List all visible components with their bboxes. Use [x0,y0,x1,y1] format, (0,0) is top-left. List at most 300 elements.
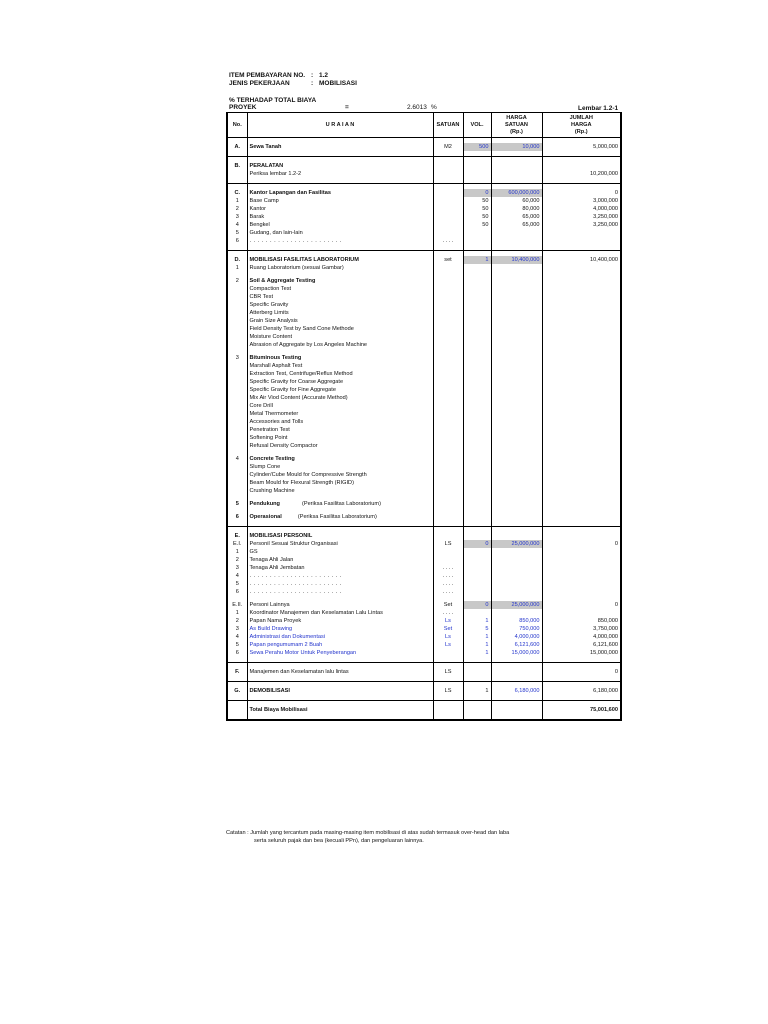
table-cell: Softening Point [247,434,433,442]
table-cell: 4 [227,221,247,229]
table-row [227,572,621,580]
table-cell: 850,000 [491,617,542,625]
table-cell: Administrasi dan Dokumentasi [247,633,433,641]
note-line-1: Catatan : Jumlah yang tercantum pada masing-masing item mobilisasi di atas sudah termasuk over-head dan laba [226,830,510,836]
table-cell [463,362,491,370]
table-cell: 10,400,000 [542,256,621,264]
list-item [227,378,621,386]
list-item [227,309,621,317]
table-cell [491,500,542,508]
list-item [227,293,621,301]
table-cell: C. [227,189,247,197]
table-cell [542,301,621,309]
list-item [227,418,621,426]
table-cell [433,532,463,540]
table-cell [227,479,247,487]
table-cell: 4,000,000 [491,633,542,641]
table-cell: Ruang Laboratorium (sesuai Gambar) [247,264,433,272]
table-cell [542,442,621,450]
table-cell [433,197,463,205]
table-row [227,601,621,609]
table-row [227,609,621,617]
table-cell [463,487,491,495]
persen-unit: % [431,104,437,111]
table-row [227,277,621,285]
table-cell [433,162,463,170]
persen-line [229,97,437,111]
table-cell: A. [227,143,247,151]
table-cell: 5 [463,625,491,633]
table-cell: E.II. [227,601,247,609]
table-cell [463,572,491,580]
table-cell [491,333,542,341]
table-cell [433,706,463,714]
table-cell: 10,000 [491,143,542,151]
table-cell [463,479,491,487]
table-row [227,556,621,564]
table-cell [463,309,491,317]
table-cell [491,572,542,580]
table-cell [542,264,621,272]
table-cell: 0 [542,540,621,548]
table-cell [433,479,463,487]
total-row [227,706,621,714]
table-cell [463,442,491,450]
table-cell [491,426,542,434]
col-harga: HARGA SATUAN (Rp.) [491,113,542,138]
table-cell [463,285,491,293]
table-cell [247,714,433,720]
table-cell [542,471,621,479]
table-row [227,162,621,170]
table-cell [227,418,247,426]
table-cell: Barak [247,213,433,221]
table-cell [463,532,491,540]
persen-value: 2.6013 [407,104,427,111]
table-cell [227,333,247,341]
table-cell: Grain Size Analysis [247,317,433,325]
table-cell [491,301,542,309]
table-cell [433,189,463,197]
table-cell [227,714,247,720]
list-item [227,442,621,450]
table-cell [491,170,542,178]
table-cell: D. [227,256,247,264]
item-sep: : [311,72,314,79]
table-cell [542,548,621,556]
table-cell: 2 [227,205,247,213]
list-item [227,333,621,341]
table-cell [491,556,542,564]
table-cell [463,394,491,402]
table-cell: Bengkel [247,221,433,229]
table-cell: 25,000,000 [491,601,542,609]
table-cell [463,370,491,378]
table-cell [491,293,542,301]
table-cell: 15,000,000 [542,649,621,657]
col-jumlah: JUMLAH HARGA (Rp.) [542,113,621,138]
table-row [227,205,621,213]
table-cell: Set [433,625,463,633]
table-cell: 1 [463,649,491,657]
table-cell [463,277,491,285]
table-cell: 1 [463,687,491,695]
table-row [227,687,621,695]
table-cell [227,285,247,293]
table-cell [491,362,542,370]
table-cell: 10,200,000 [542,170,621,178]
table-cell: . . . . . . . . . . . . . . . . . . . . . . . [247,588,433,596]
table-cell [491,309,542,317]
table-cell: 0 [463,601,491,609]
table-cell: 1 [227,609,247,617]
table-row [227,237,621,245]
table-cell [491,370,542,378]
table-cell: Refusal Density Compactor [247,442,433,450]
table-cell: MOBILISASI FASILITAS LABORATORIUM [247,256,433,264]
table-cell: . . . . [433,572,463,580]
table-cell: 25,000,000 [491,540,542,548]
table-cell [542,463,621,471]
table-cell [463,418,491,426]
table-cell [433,487,463,495]
table-cell: Specific Gravity for Fine Aggregate [247,386,433,394]
table-cell [542,277,621,285]
item-label: ITEM PEMBAYARAN NO. [229,72,306,79]
table-cell: 500 [463,143,491,151]
table-cell [463,410,491,418]
table-cell: Marshall Asphalt Test [247,362,433,370]
table-cell [491,341,542,349]
list-item [227,301,621,309]
col-satuan: SATUAN [433,113,463,138]
table-cell: 3 [227,564,247,572]
table-cell [542,362,621,370]
table-cell [433,455,463,463]
table-cell: 80,000 [491,205,542,213]
list-item [227,362,621,370]
table-cell: Papan Nama Proyek [247,617,433,625]
table-cell: Specific Gravity for Coarse Aggregate [247,378,433,386]
table-cell [542,455,621,463]
table-cell [463,264,491,272]
table-cell [463,333,491,341]
table-cell [433,370,463,378]
table-cell [463,301,491,309]
table-row [227,617,621,625]
table-cell: Atterberg Limits [247,309,433,317]
table-cell [491,463,542,471]
table-cell [463,668,491,676]
table-cell [227,309,247,317]
table-row [227,540,621,548]
table-cell [433,418,463,426]
table-cell [433,293,463,301]
table-cell: Ls [433,641,463,649]
table-cell [491,418,542,426]
table-row [227,500,621,508]
table-cell: Sewa Perahu Motor Untuk Penyeberangan [247,649,433,657]
table-cell: Base Camp [247,197,433,205]
table-cell: Sewa Tanah [247,143,433,151]
table-cell: 2 [227,277,247,285]
list-item [227,317,621,325]
table-cell [433,277,463,285]
table-row [227,197,621,205]
table-cell: B. [227,162,247,170]
total-value: 75,001,600 [542,706,621,714]
table-cell [542,229,621,237]
table-cell [227,386,247,394]
table-cell: 50 [463,221,491,229]
table-cell [542,386,621,394]
table-cell [463,548,491,556]
table-cell [542,317,621,325]
table-cell: Beam Mould for Flexural Strength (RIGID) [247,479,433,487]
table-cell [227,170,247,178]
table-cell [227,442,247,450]
table-cell [433,325,463,333]
table-row [227,221,621,229]
table-cell: 6 [227,237,247,245]
table-cell: 0 [542,668,621,676]
table-cell [463,317,491,325]
table-cell [463,402,491,410]
table-row [227,513,621,521]
table-row [227,649,621,657]
table-header [227,113,621,138]
list-item [227,463,621,471]
table-cell [463,580,491,588]
table-cell [542,293,621,301]
table-cell: F. [227,668,247,676]
table-cell [542,564,621,572]
table-cell [491,532,542,540]
table-cell [433,649,463,657]
table-cell: Pendukung (Periksa Fasilitas Laboratorium) [247,500,433,508]
table-cell [491,402,542,410]
table-cell [491,714,542,720]
table-cell: Extraction Test, Centrifuge/Reflux Method [247,370,433,378]
list-item [227,487,621,495]
table-cell: 5 [227,641,247,649]
list-item [227,386,621,394]
table-cell [491,317,542,325]
table-cell: 3 [227,354,247,362]
table-cell: set [433,256,463,264]
table-cell [433,285,463,293]
table-cell [227,402,247,410]
table-cell [491,479,542,487]
table-cell [433,341,463,349]
table-cell: GS [247,548,433,556]
list-item [227,410,621,418]
table-cell: . . . . . . . . . . . . . . . . . . . . . . . [247,572,433,580]
persen-label: % TERHADAP TOTAL BIAYA PROYEK [229,97,316,111]
persen-eq: = [345,104,349,111]
table-cell [227,317,247,325]
table-cell: 15,000,000 [491,649,542,657]
table-cell: LS [433,668,463,676]
table-cell [542,410,621,418]
table-cell: 5 [227,229,247,237]
table-cell: 850,000 [542,617,621,625]
table-cell: 10,400,000 [491,256,542,264]
table-row [227,455,621,463]
table-row [227,633,621,641]
table-cell [542,341,621,349]
note-line-2: serta seluruh pajak dan bea (kecuali PPn), dan pengeluaran lainnya. [254,838,424,844]
table-cell [433,213,463,221]
list-item [227,426,621,434]
list-item [227,325,621,333]
table-cell: Accessories and Tolls [247,418,433,426]
table-cell: 6,121,600 [542,641,621,649]
table-cell [433,513,463,521]
table-cell: Ls [433,617,463,625]
table-cell [542,370,621,378]
table-cell [542,487,621,495]
table-cell [463,162,491,170]
table-cell: M2 [433,143,463,151]
table-row [227,641,621,649]
table-cell [542,513,621,521]
table-cell [463,341,491,349]
item-value: 1.2 [319,72,329,79]
list-item [227,434,621,442]
table-cell: MOBILISASI PERSONIL [247,532,433,540]
table-cell: Specific Gravity [247,301,433,309]
table-cell [463,706,491,714]
table-cell: CBR Test [247,293,433,301]
table-cell [433,410,463,418]
table-cell: Ls [433,633,463,641]
table-cell: 1 [463,256,491,264]
table-cell [227,378,247,386]
spacer-row [227,714,621,720]
table-cell [463,293,491,301]
table-cell: 6,180,000 [491,687,542,695]
table-cell [491,229,542,237]
table-cell: Tenaga Ahli Jalan [247,556,433,564]
table-cell [227,487,247,495]
table-cell [491,434,542,442]
table-cell [433,301,463,309]
table-cell: 600,000,000 [491,189,542,197]
table-cell: 3,000,000 [542,197,621,205]
table-cell [433,205,463,213]
list-item [227,394,621,402]
table-cell [433,402,463,410]
table-cell: Cylinder/Cube Mould for Compressive Strength [247,471,433,479]
table-cell [542,479,621,487]
table-cell [542,354,621,362]
table-cell [542,609,621,617]
table-cell: Moisture Content [247,333,433,341]
table-cell [491,277,542,285]
table-cell [463,229,491,237]
table-row [227,229,621,237]
table-cell [491,386,542,394]
table-cell [463,588,491,596]
table-cell: Soil & Aggregate Testing [247,277,433,285]
table-cell [491,264,542,272]
table-cell [491,548,542,556]
table-cell: LS [433,540,463,548]
table-cell: Core Drill [247,402,433,410]
table-cell: 0 [542,189,621,197]
jenis-label: JENIS PEKERJAAN [229,80,290,87]
table-cell [433,378,463,386]
table-cell [227,434,247,442]
table-cell [463,556,491,564]
table-cell [491,471,542,479]
table-cell [433,463,463,471]
table-cell [433,471,463,479]
table-cell [433,309,463,317]
table-cell: 3 [227,213,247,221]
table-cell: 2 [227,556,247,564]
table-cell: 0 [463,540,491,548]
table-cell [433,500,463,508]
table-cell [433,333,463,341]
table-cell: . . . . . . . . . . . . . . . . . . . . . . . [247,237,433,245]
table-cell: Periksa lembar 1.2-2 [247,170,433,178]
table-cell [542,333,621,341]
table-cell: 5 [227,580,247,588]
table-cell [542,309,621,317]
table-cell: As Build Drawing [247,625,433,633]
table-cell: 0 [463,189,491,197]
table-cell: Slump Cone [247,463,433,471]
table-cell [433,442,463,450]
table-cell [491,237,542,245]
table-cell: . . . . [433,564,463,572]
table-cell: 3 [227,625,247,633]
table-cell: DEMOBILISASI [247,687,433,695]
table-cell [433,229,463,237]
table-cell [542,378,621,386]
table-cell: 1 [227,548,247,556]
table-cell [463,378,491,386]
table-cell: 3,250,000 [542,213,621,221]
table-cell [491,285,542,293]
table-cell [463,237,491,245]
table-row [227,548,621,556]
table-row [227,532,621,540]
table-cell: . . . . [433,588,463,596]
table-row [227,580,621,588]
table-cell [463,471,491,479]
table-cell [433,434,463,442]
table-cell [227,471,247,479]
table-cell: Bituminous Testing [247,354,433,362]
table-cell: Personi Lainnya [247,601,433,609]
table-cell [542,500,621,508]
lembar-label: Lembar 1.2-1 [578,105,619,112]
table-cell [227,325,247,333]
table-cell [491,162,542,170]
table-cell [463,500,491,508]
table-cell: Koordinator Manajemen dan Keselamatan Lalu Lintas [247,609,433,617]
table-row [227,668,621,676]
table-cell: Mix Air Viod Content (Accurate Method) [247,394,433,402]
table-cell [433,362,463,370]
table-cell [433,714,463,720]
table-cell: E.I. [227,540,247,548]
table-cell [463,513,491,521]
table-cell: Tenaga Ahli Jembatan [247,564,433,572]
